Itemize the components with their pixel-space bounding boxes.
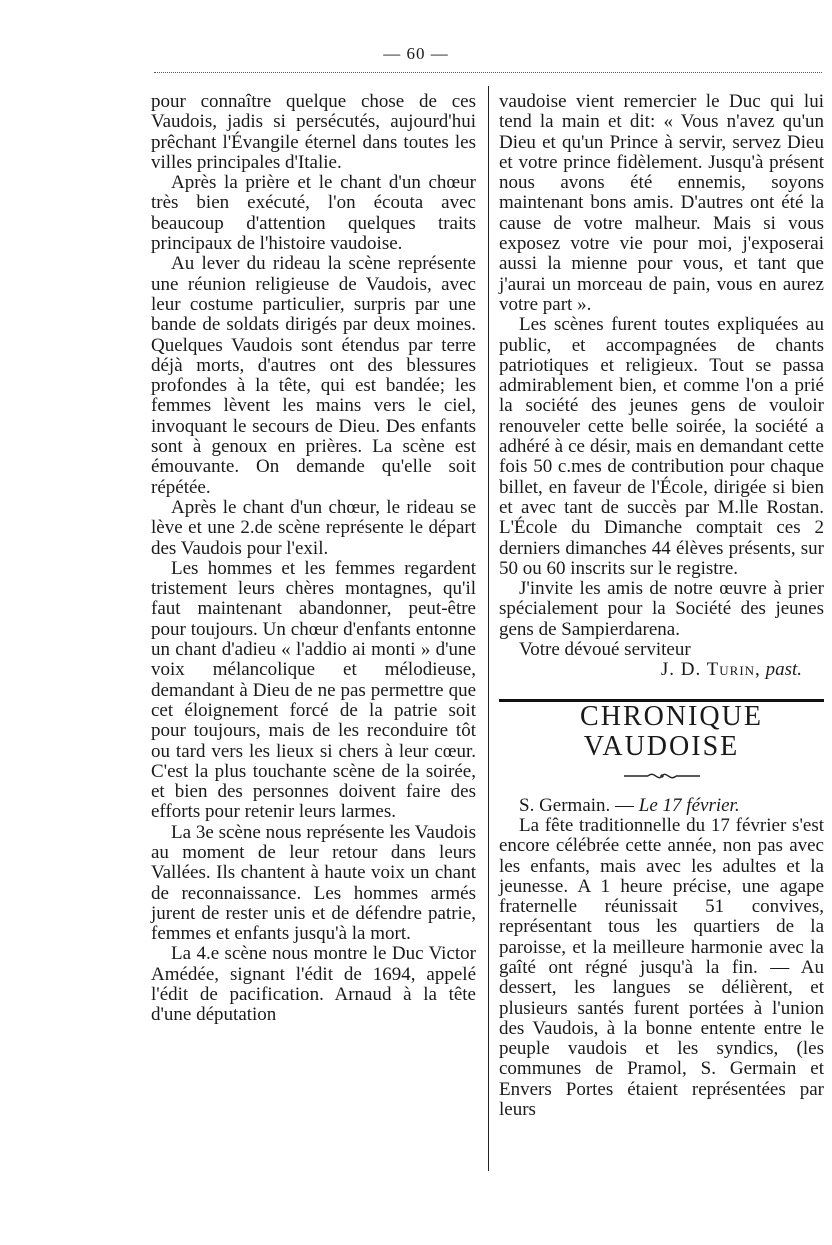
paragraph: La 3e scène nous représente les Vaudois au moment de leur retour dans leurs Vallées. Ils chantent à haute voix un chant de reconnaissance. Les hommes armés jurent de rester unis et de défendre patrie, femmes et enfants jusqu'à la mort.: [151, 821, 476, 945]
paragraph: La 4.e scène nous montre le Duc Victor Amédée, signant l'édit de 1694, appelé l'édit de pacification. Arnaud à la tête d'une députation: [151, 943, 476, 1026]
left-column: [151, 92, 476, 1026]
signature-name: J. D. Turin,: [660, 659, 761, 681]
paragraph: vaudoise vient remercier le Duc qui lui tend la main et dit: « Vous n'avez qu'un Dieu et qu'un Prince à servir, servez Dieu et votre prince fidèlement. Jusqu'à présent nous avons été ennemis, soyons maintenant bons amis. D'autres ont été la cause de votre malheur. Mais si vous exposez votre vie pour moi, j'exposerai aussi la mienne pour vous, et tant que j'aurai un morceau de pain, vous en aurez votre part ».: [499, 91, 824, 315]
paragraph: Après le chant d'un chœur, le rideau se lève et une 2.de scène représente le départ des Vaudois pour l'exil.: [151, 496, 476, 559]
ornament-flourish: [499, 768, 824, 784]
paragraph: Les hommes et les femmes regardent tristement leurs chères montagnes, qu'il faut maintenant abandonner, peut-être pour toujours. Un chœur d'enfants entonne un chant d'adieu « l'addio ai monti » d'une voix mélancolique et mélodieuse, demandant à Dieu de ne pas permettre que cet éloignement forcé de la patrie soit pour toujours, mais de les reconduire tôt ou tard vers les lieux si chers à leur cœur. C'est la plus touchante scène de la soirée, et bien des personnes doivent faire des efforts pour retenir leurs larmes.: [151, 557, 476, 823]
column-divider: [488, 86, 489, 1171]
right-column: [499, 92, 824, 1120]
page-number: — 60 —: [383, 44, 449, 63]
signature: [499, 660, 824, 680]
dateline-place: S. Germain. —: [519, 794, 635, 816]
section-heading: CHRONIQUE VAUDOISE: [580, 700, 763, 762]
paragraph: Au lever du rideau la scène représente une réunion religieuse de Vaudois, avec leur costume particulier, surpris par une bande de soldats dirigés par deux moines. Quelques Vaudois sont étendus par terre déjà morts, d'autres ont des blessures profondes à la tête, qui est bandée; les femmes lèvent les mains vers le ciel, invoquant le secours de Dieu. Des enfants sont à genoux en prières. La scène est émouvante. On demande qu'elle soit répétée.: [151, 253, 476, 498]
closing-line: Votre dévoué serviteur: [519, 639, 691, 661]
paragraph: Après la prière et le chant d'un chœur très bien exécuté, l'on écouta avec beaucoup d'attention quelques traits principaux de l'histoire vaudoise.: [151, 172, 476, 255]
dateline-date: Le 17 février.: [638, 794, 740, 816]
paragraph: Les scènes furent toutes expliquées au public, et accompagnées de chants patriotiques et religieux. Tout se passa admirablement bien, et comme l'on a prié la société des jeunes gens de vouloir renouveler cette belle soirée, la société a adhéré à ce désir, mais en demandant cette fois 50 c.mes de contribution pour chaque billet, en faveur de l'École, dirigée si bien et avec tant de succès par M.lle Rostan. L'École du Dimanche comptait ces 2 derniers dimanches 44 élèves présents, sur 50 ou 60 inscrits sur le registre.: [499, 314, 824, 579]
dateline: [499, 796, 824, 816]
paragraph: pour connaître quelque chose de ces Vaudois, jadis si persécutés, aujourd'hui prêchant l'Évangile éternel dans toutes les villes principales d'Italie.: [151, 91, 476, 173]
paragraph: La fête traditionnelle du 17 février s'est encore célébrée cette année, non pas avec les enfants, mais avec les adultes et la jeunesse. A 1 heure précise, une agape fraternelle réunissait 51 convives, représentant tous les quartiers de la paroisse, et la meilleure harmonie avec la gaîté ont régné jusqu'à la fin. — Au dessert, les langues se délièrent, et plusieurs santés furent portées à l'union des Vaudois, à la bonne entente entre le peuple vaudois et les syndics, (les communes de Pramol, S. Germain et Envers Portes étaient représentées par leurs: [499, 814, 824, 1121]
signature-title: past.: [765, 659, 802, 681]
paragraph: J'invite les amis de notre œuvre à prier spécialement pour la Société des jeunes gens de Sampierdarena.: [499, 578, 824, 640]
header-rule: [154, 72, 822, 73]
